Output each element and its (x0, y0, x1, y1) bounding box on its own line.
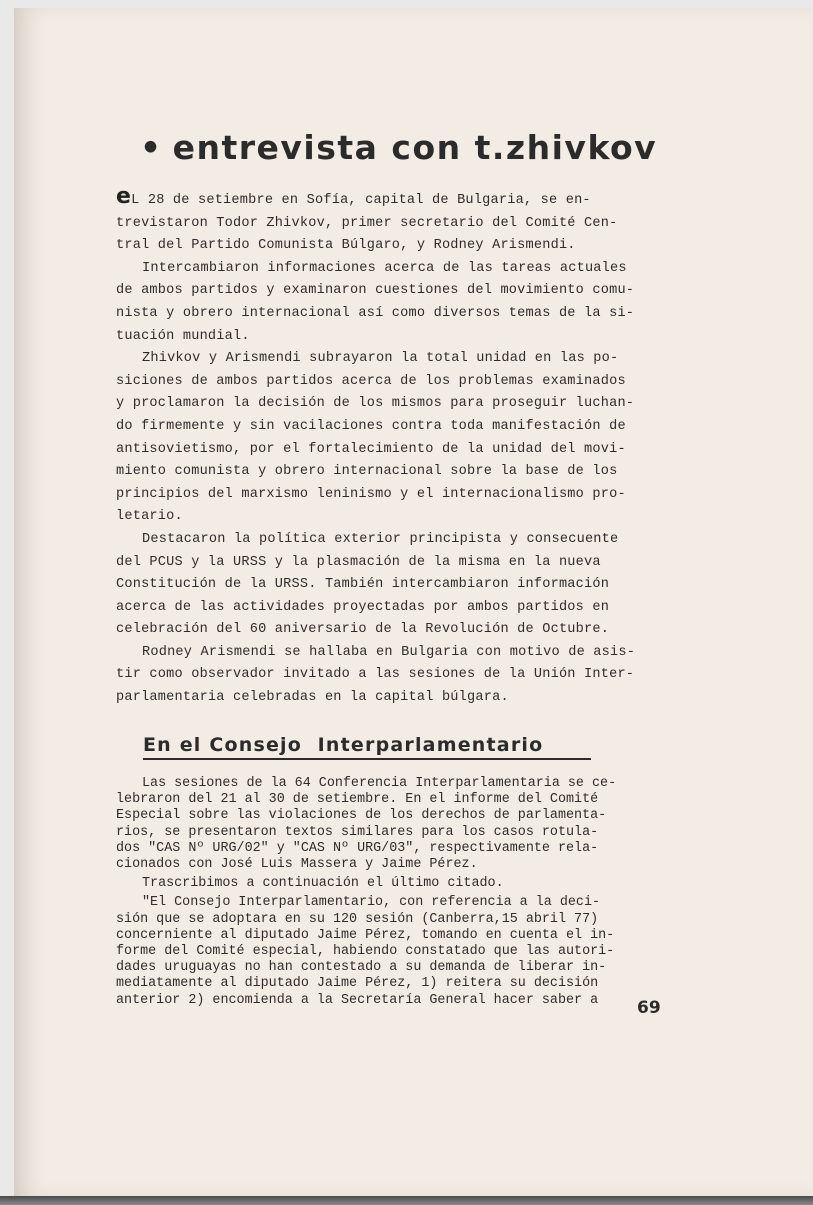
section-paragraph-3: "El Consejo Interparlamentario, con referencia a la deci- sión que se adoptara en su 120 sesión (Canberra,15 abril 77) concerniente al diputado Jaime Pérez, tomando en cuenta el in- forme del Comité especial, habiendo constatado que las autori- dades uruguayas no han contestado a su demanda de liberar in- mediatamente al diputado Jaime Pérez, 1) reitera su decisión anterior 2) encomienda a la Secretaría General hacer saber a (116, 895, 615, 1008)
article-paragraph-1 (116, 184, 676, 258)
title-bullet: • (140, 128, 163, 167)
page-bottom-edge (0, 1196, 813, 1205)
article-paragraph-5: Rodney Arismendi se hallaba en Bulgaria con motivo de asis- tir como observador invitado a las sesiones de la Unión Inter- parlamentaria celebradas en la capital búlgara. (116, 644, 636, 706)
section-paragraph-1: Las sesiones de la 64 Conferencia Interparlamentaria se ce- lebraron del 21 al 30 de setiembre. En el informe del Comité Especial sobre las violaciones de los derechos de parlamenta- rios, se presentaron textos similares para los casos rotula- dos "CAS Nº URG/02" y "CAS Nº URG/03", respectivamente rela- cionados con José Luis Massera y Jaime Pérez. (116, 776, 617, 873)
drop-cap: e (116, 184, 132, 209)
paragraph-text: L 28 de setiembre en Sofía, capital de Bulgaria, se en- trevistaron Todor Zhivkov, primer secretario del Comité Cen- tral del Partido Comunista Búlgaro, y Rodney Arismendi. (116, 193, 618, 254)
article-paragraph-2: Intercambiaron informaciones acerca de las tareas actuales de ambos partidos y examinaron cuestiones del movimiento comu- nista y obrero internacional así como diversos temas de la si- tuación mundial. (116, 260, 635, 344)
article-paragraph-4: Destacaron la política exterior principista y consecuente del PCUS y la URSS y la plasmación de la misma en la nueva Constitución de la URSS. También intercambiaron información acerca de las actividades proyectadas por ambos partidos en celebración del 60 aniversario de la Revolución de Octubre. (116, 531, 619, 638)
section-heading: En el Consejo Interparlamentario (143, 734, 544, 756)
article-body (116, 184, 676, 710)
section-heading-underline (143, 758, 591, 760)
page-number: 69 (637, 998, 661, 1018)
article-title (140, 128, 700, 167)
section-body (116, 776, 676, 1009)
article-title-text: entrevista con t.zhivkov (172, 128, 658, 167)
article-paragraph-3: Zhivkov y Arismendi subrayaron la total unidad en las po- siciones de ambos partidos acerca de los problemas examinados y proclamaron la decisión de los mismos para proseguir luchan- do firmemente y sin vacilaciones contra toda manifestación de antisovietismo, por el fortalecimiento de la unidad del movi- miento comunista y obrero internacional sobre la base de los principios del marxismo leninismo y el internacionalismo pro- letario. (116, 351, 635, 525)
section-paragraph-2: Trascribimos a continuación el último citado. (142, 876, 504, 892)
